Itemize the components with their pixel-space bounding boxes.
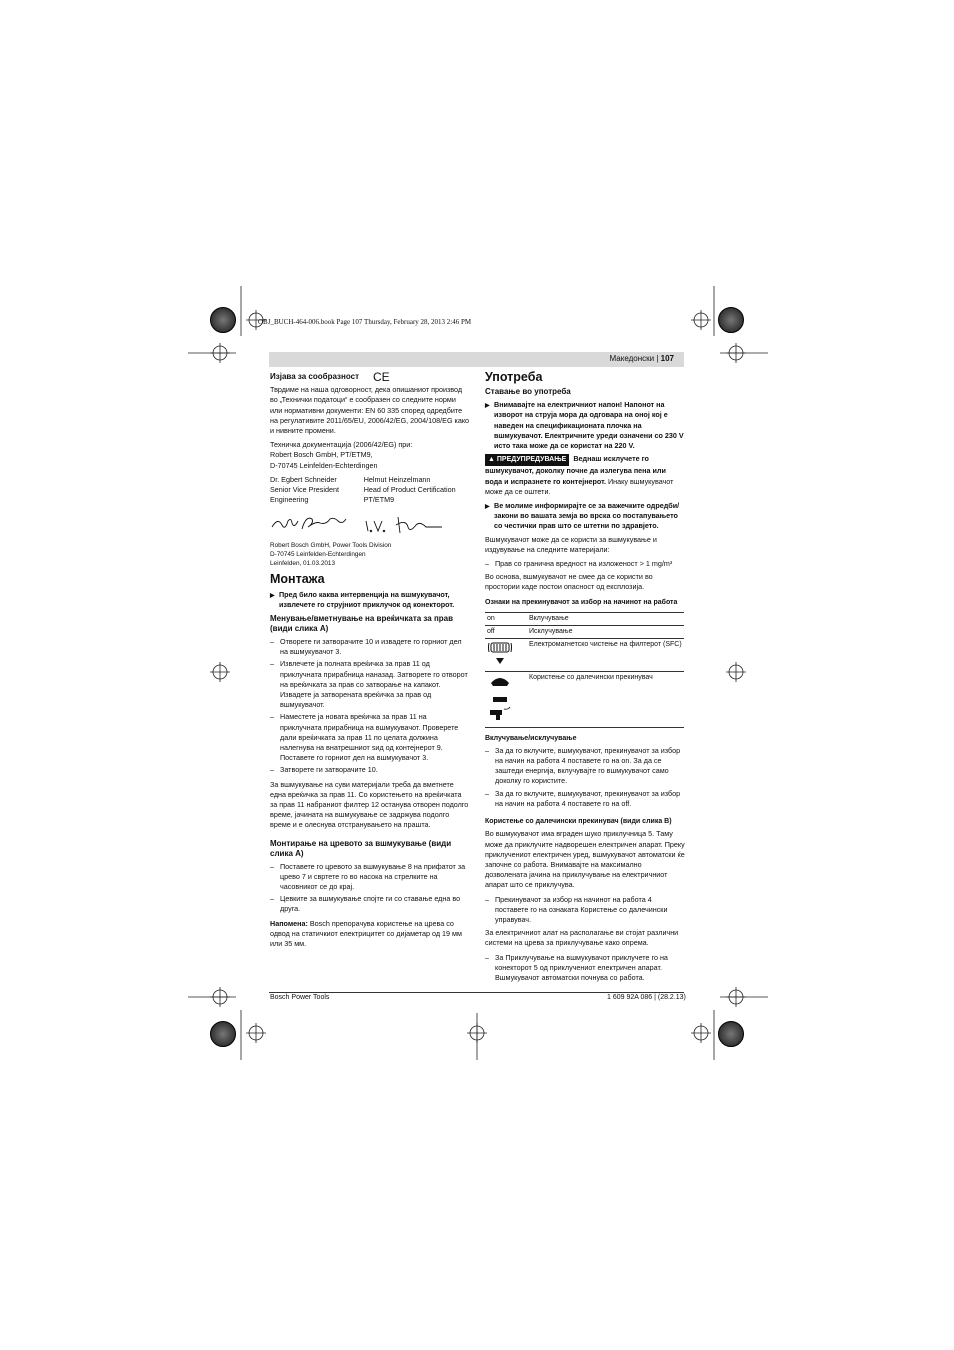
modes-heading: Ознаки на прекинувачот за избор на начинот на работа: [485, 598, 678, 606]
remote-switch-icon: [487, 673, 513, 721]
onoff-heading: Вклучување/исклучување: [485, 734, 577, 742]
arrow-icon: ▶: [485, 504, 490, 511]
signature-image: [270, 509, 470, 539]
remote-text: Во вшмукувачот има вграден шуко приклучница 5. Таму може да приклучите надворешен електричен апарат. Преку приклучениот електричен уред, вшмукувачот автоматски ќе започне со работа. Внимавајте на максимално дозволената јачина на приклучување на електричниот апарат што се приклучува.: [485, 829, 685, 890]
list-item: – Отворете ги затворачите 10 и извадете го горниот дел на вшмукувачот 3.: [270, 636, 462, 657]
systems-text: За електричниот алат на располагање ви стојат различни системи на црева за приклучување како опрема.: [485, 928, 679, 948]
arrow-icon: ▶: [270, 592, 275, 599]
filter-cleaning-icon: [487, 640, 513, 666]
conformity-text: Тврдиме на наша одговорност, дека опишаниот производ во „Технички податоци“ е сообразен со следните норми или нормативни документи: EN 60 335 според одредбите на регулативите 2011/65/EU, 2006/42/EG, 2004/108/EG како и нивните промени.: [270, 385, 470, 435]
signatories: Dr. Egbert Schneider Senior Vice President Engineering Helmut Heinzelmann Head of Product Certification PT/ETM9: [270, 474, 456, 505]
table-row: off Исклучување: [485, 626, 684, 639]
right-column: [485, 372, 685, 985]
warning-badge: ▲ ПРЕДУПРЕДУВАЊЕ: [485, 454, 569, 466]
header-language: Македонски: [609, 354, 655, 363]
conformity-heading: Изјава за сообразност CE: [270, 370, 390, 384]
regulations-note: ▶ Ве молиме информирајте се за важечките одредби/закони во вашата земја во врска со постапувањето со честички прав што се штетни по здравјето.: [485, 501, 680, 531]
bag-paragraph: За вшмукување на суви материјали треба да вметнете една вреќичка за прав 11. Со користењето на вреќичката за прав 11 набраниот филтер 12 останува отворен подолго време, јачината на вшмукување се задржува подолго време и е олеснува отстранувањето на прашта.: [270, 779, 469, 830]
list-item: – Прекинувачот за избор на начинот на работа 4 поставете го на ознаката Користење со далечински управувач.: [485, 894, 668, 924]
footer-docnumber: 1 609 92A 086 | (28.2.13): [607, 994, 686, 1001]
table-row: Електромагнетско чистење на филтерот (SFC): [485, 639, 684, 672]
list-item: – За Приклучување на вшмукувачот приклучете го на конекторот 5 од приклучениот електричен апарат. Вшмукувачот автоматски почнува со работа.: [485, 952, 668, 982]
list-item: – Прав со гранична вредност на изложеност > 1 mg/m³: [485, 559, 673, 569]
explosion-note: Во основа, вшмукувачот не смее да се користи во простории каде постои опасност од експлозија.: [485, 572, 653, 592]
hose-heading: Монтирање на цревото за вшмукување (види слика А): [270, 838, 452, 858]
table-row: Користење со далечински прекинувач: [485, 672, 684, 727]
table-row: on Вклучување: [485, 612, 684, 625]
list-item: – За да го вклучите, вшмукувачот, прекинувачот за избор на начин на работа 4 поставете го на off.: [485, 788, 681, 808]
note: Напомена: Bosch препорачува користење на црева со одвод на статичкиот електрицитет со дијаметар од 19 мм или 35 мм.: [270, 918, 462, 949]
page-header: [269, 352, 684, 367]
list-item: – Извлечете ја полната вреќичка за прав 11 од приклучната прирабница наназад. Затворете го отворот на вреќичката за прав со затворање на капакот. Извадете ја затворената вреќичка за прав од вшмукувачот.: [270, 659, 468, 710]
remote-heading: Користење со далечински прекинувач (види слика В): [485, 818, 672, 826]
modes-table: [485, 612, 684, 728]
list-item: – Затворете ги затворачите 10.: [270, 765, 378, 775]
company-info: Robert Bosch GmbH, Power Tools Division D-70745 Leinfelden-Echterdingen Leinfelden, 01.03.2013: [270, 542, 392, 568]
ce-mark-icon: CE: [372, 370, 390, 384]
bag-list: [270, 637, 470, 776]
list-item: – Цевките за вшмукување спојте ги со ставање една во друга.: [270, 894, 461, 914]
montage-warning: ▶ Пред било каква интервенција на вшмукувачот, извлечете го струјниот приклучок од конекторот.: [270, 589, 455, 609]
tech-doc: Техничка документација (2006/42/EG) при: Robert Bosch GmbH, PT/ETM9, D-70745 Leinfelden-Echterdingen: [270, 440, 413, 470]
list-item: – За да го вклучите, вшмукувачот, прекинувачот за избор на начин на работа 4 поставете го на on. За да се заштеди енергија, вклучувајте го вшмукувачот само доколку го користите.: [485, 745, 681, 786]
arrow-icon: ▶: [485, 403, 490, 410]
page-number: 107: [660, 354, 674, 363]
list-item: – Наместете ја новата вреќичка за прав 11 на приклучната прирабница на вшмукувачот. Проверете дали вреќичката за прав 11 по целата должина налегнува на внатрешниот ѕид од контејнерот 9. Поставете го горниот дел на вшмукувачот 3.: [270, 712, 459, 763]
list-item: – Поставете го цревото за вшмукување 8 на прифатот за црево 7 и свртете го во насока на стрелките на часовникот се до крај.: [270, 861, 466, 892]
montage-heading: Монтажа: [270, 572, 325, 587]
footer-brand: Bosch Power Tools: [270, 994, 330, 1001]
header-text: Македонски | 107: [609, 354, 674, 363]
left-column: [270, 372, 470, 953]
print-line: OBJ_BUCH-464-006.book Page 107 Thursday, February 28, 2013 2:46 PM: [258, 318, 472, 326]
start-heading: Ставање во употреба: [485, 387, 571, 397]
materials-intro: Вшмукувачот може да се користи за вшмукување и издувување на следните материјали:: [485, 534, 657, 554]
voltage-warning: ▶ Внимавајте на електричниот напон! Напонот на изворот на струја мора да одговара на оној кој е наведен на спецификационата плочка на вшмукувачот. Електричните уреди означени со 230 V исто така може да се користат на 220 V.: [485, 400, 684, 451]
bag-heading: Менување/вметнување на вреќичката за прав (види слика А): [270, 613, 454, 633]
foam-warning: ▲ ПРЕДУПРЕДУВАЊЕ Веднаш исклучете го вшмукувачот, доколку почне да излегува пена или вода и испразнете го контејнерот. Инаку вшмукувачот може да се оштети.: [485, 454, 674, 496]
footer-rule: [269, 992, 684, 993]
use-heading: Употреба: [485, 370, 543, 384]
